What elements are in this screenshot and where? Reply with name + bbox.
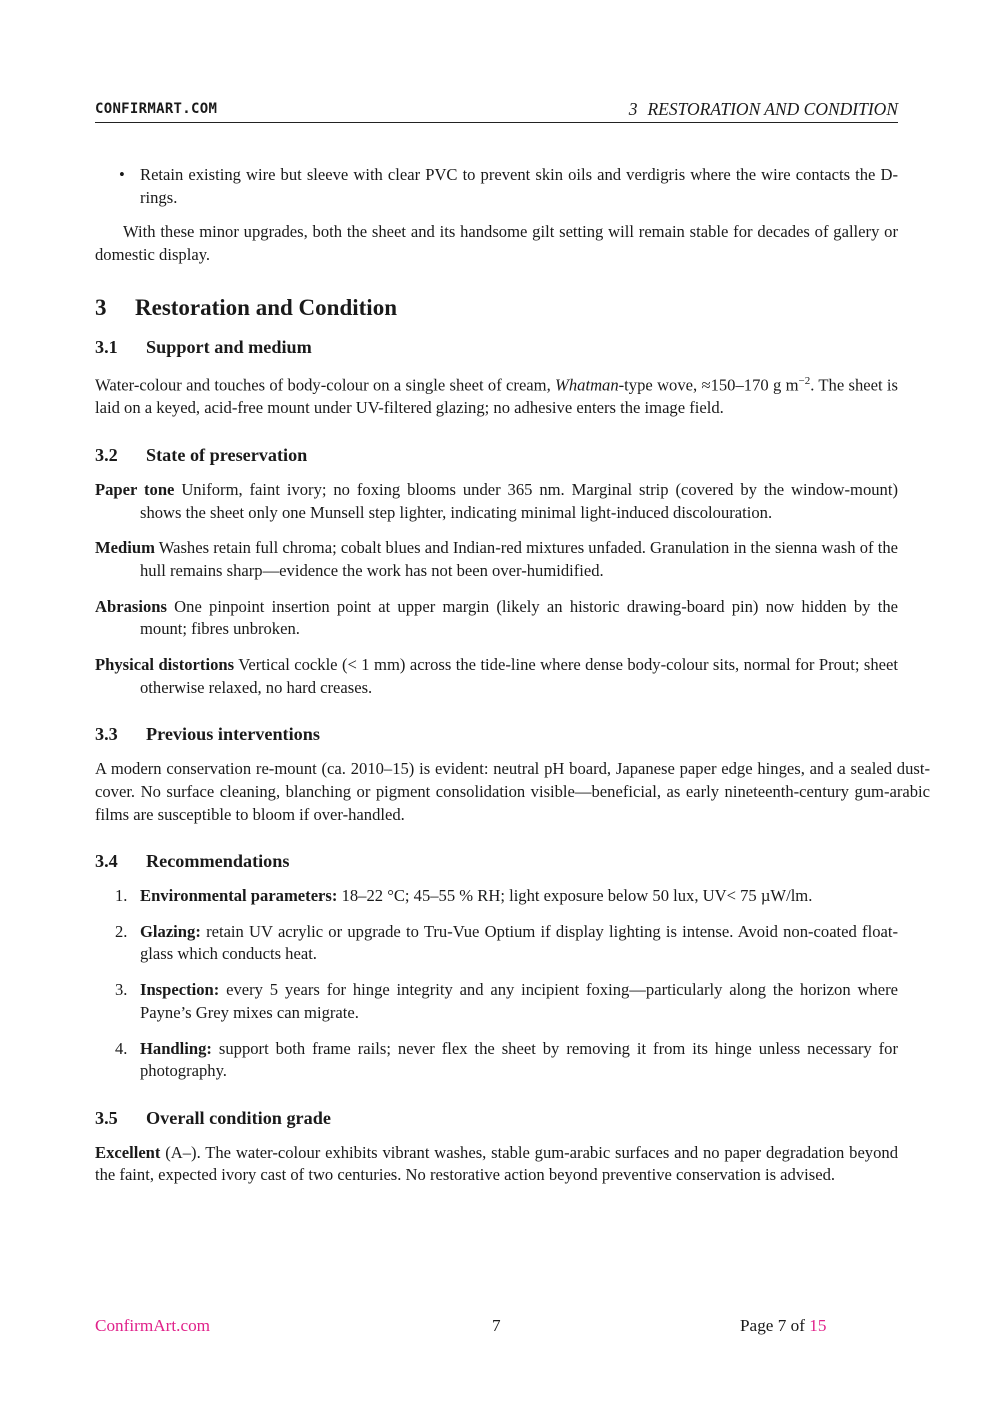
intro-bullet-list bbox=[95, 164, 898, 209]
list-item: Paper tone Uniform, faint ivory; no foxing blooms under 365 nm. Marginal strip (covered by the window-mount) shows the sheet only one Munsell step lighter, indicating minimal light-induced discolouration. bbox=[95, 479, 898, 522]
main-content bbox=[95, 164, 930, 1187]
list-item: • Retain existing wire but sleeve with clear PVC to prevent skin oils and verdigris where the wire contacts the D-rings. bbox=[95, 164, 898, 209]
support-medium-paragraph: Water-colour and touches of body-colour on a single sheet of cream, Whatman-type wove, ≈150–170 g $m^{-2}$. The sheet is laid on a keyed, acid-free mount under UV-filtered glazing; no adhesive enters the image field. bbox=[95, 375, 898, 418]
list-item: 2. Glazing: retain UV acrylic or upgrade to Tru-Vue Optium if display lighting is intense. Avoid non-coated float-glass which conducts heat. bbox=[115, 921, 898, 964]
list-item: 1. Environmental parameters: 18–22 °C; 45–55 % RH; light exposure below 50 lux, UV< 75 µW/lm. bbox=[115, 886, 813, 905]
interventions-paragraph: A modern conservation re-mount (ca. 2010–15) is evident: neutral pH board, Japanese paper edge hinges, and a sealed dust-cover. No surface cleaning, blanching or pigment consolidation visible—beneficial, as early nineteenth-century gum-arabic films are susceptible to bloom if over-handled. bbox=[95, 759, 930, 824]
footer-page-number: 7 bbox=[492, 1316, 501, 1335]
subsection-heading-3-1: 3.1 Support and medium bbox=[95, 336, 312, 357]
subsection-heading-3-2: 3.2 State of preservation bbox=[95, 445, 308, 466]
running-head-number: 3 bbox=[628, 99, 638, 119]
footer-site-link[interactable]: ConfirmArt.com bbox=[95, 1316, 211, 1335]
list-item: 4. Handling: support both frame rails; never flex the sheet by removing it from its hinge unless necessary for photography. bbox=[115, 1038, 898, 1081]
list-item: Abrasions One pinpoint insertion point at upper margin (likely an historic drawing-board pin) now hidden by the mount; fibres unbroken. bbox=[95, 596, 898, 639]
recommendations-list bbox=[95, 885, 898, 1083]
running-head bbox=[629, 99, 898, 120]
site-logo: CONFIRMART.COM bbox=[95, 101, 218, 117]
total-pages-link[interactable]: 15 bbox=[809, 1316, 827, 1335]
condition-grade-paragraph: Excellent (A–). The water-colour exhibits vibrant washes, stable gum-arabic surfaces and no paper degradation beyond the faint, expected ivory cast of two centuries. No restorative action beyond preventive conservation is advised. bbox=[95, 1142, 898, 1185]
footer-page-count: Page 7 of 15 bbox=[740, 1316, 827, 1335]
section-title: Restoration and Condition bbox=[135, 294, 397, 320]
intro-paragraph: With these minor upgrades, both the sheet and its handsome gilt setting will remain stable for decades of gallery or domestic display. bbox=[95, 222, 898, 265]
subsection-heading-3-5: 3.5 Overall condition grade bbox=[95, 1107, 331, 1128]
list-item: 3. Inspection: every 5 years for hinge integrity and any incipient foxing—particularly along the horizon where Payne’s Grey mixes can migrate. bbox=[115, 980, 898, 1022]
section-heading bbox=[95, 294, 898, 320]
running-head-title: RESTORATION AND CONDITION bbox=[647, 99, 898, 119]
subsection-heading-3-4: 3.4 Recommendations bbox=[95, 851, 290, 872]
page-header bbox=[95, 98, 898, 123]
section-number: 3 bbox=[95, 294, 107, 320]
list-item: Medium Washes retain full chroma; cobalt blues and Indian-red mixtures unfaded. Granulation in the sienna wash of the hull remains sharp—evidence the work has not been over-humidified. bbox=[95, 538, 898, 580]
preservation-list bbox=[95, 479, 898, 700]
subsection-heading-3-3: 3.3 Previous interventions bbox=[95, 724, 320, 745]
list-item: Physical distortions Vertical cockle (< 1 mm) across the tide-line where dense body-colour sits, normal for Prout; sheet otherwise relaxed, no hard creases. bbox=[95, 655, 898, 697]
